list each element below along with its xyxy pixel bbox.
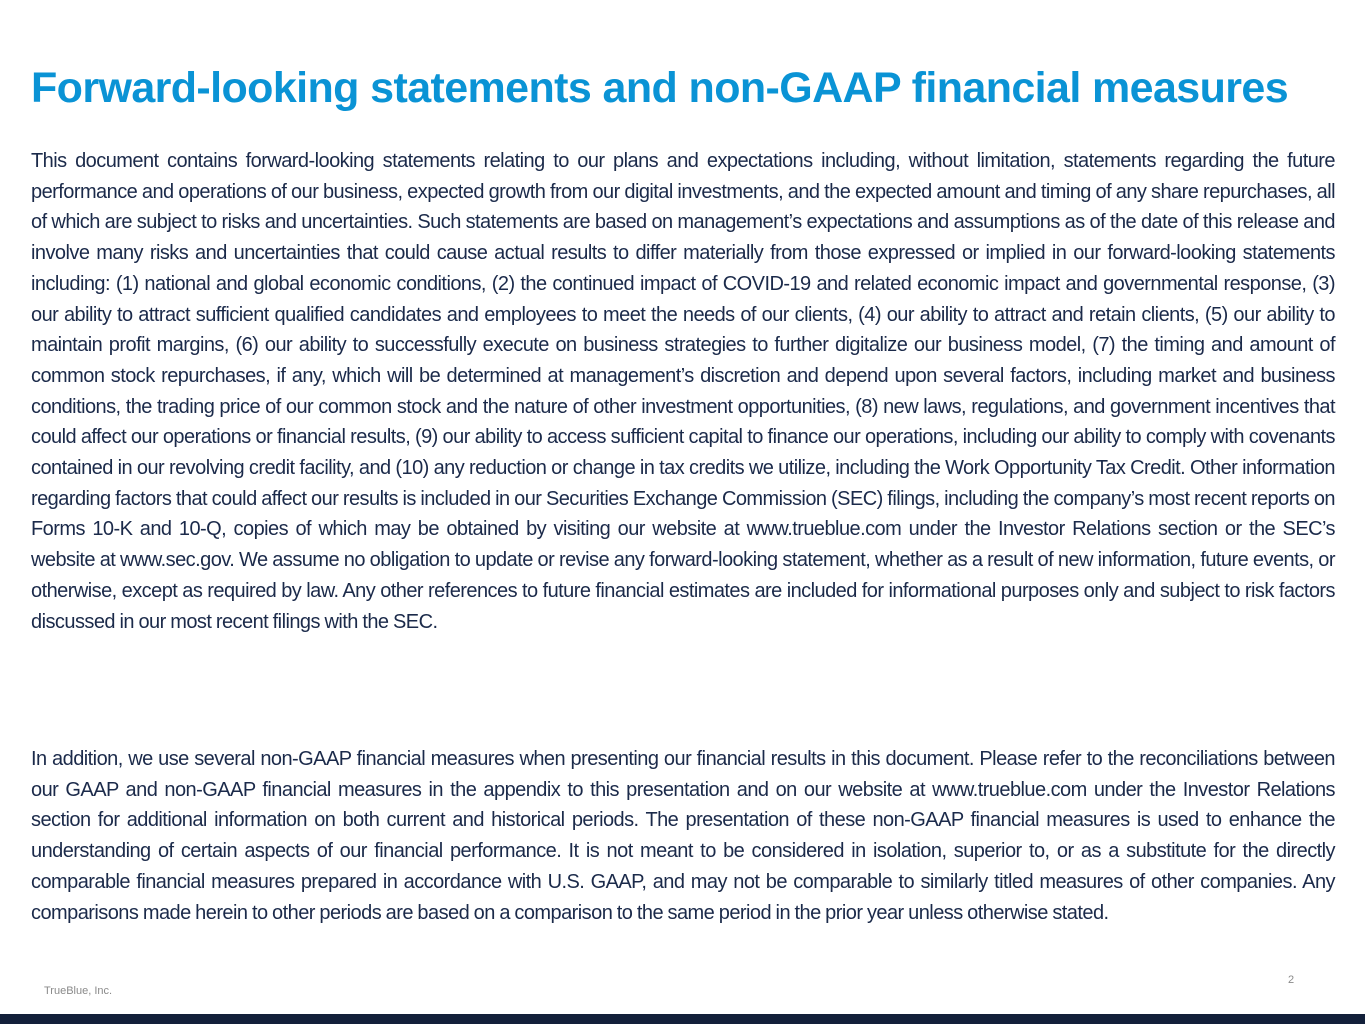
- footer-bar: [0, 1014, 1365, 1024]
- non-gaap-measures-paragraph: In addition, we use several non-GAAP financial measures when presenting our financial results in this document. Please refer to the reconciliations between our GAAP and non-GAAP financial measures in the appendix to this presentation and on our website at www.trueblue.com under the Investor Relations section for additional information on both current and historical periods. The presentation of these non-GAAP financial measures is used to enhance the understanding of certain aspects of our financial performance. It is not meant to be considered in isolation, superior to, or as a substitute for the directly comparable financial measures prepared in accordance with U.S. GAAP, and may not be comparable to similarly titled measures of other companies. Any comparisons made herein to other periods are based on a comparison to the same period in the prior year unless otherwise stated.: [31, 748, 1335, 924]
- page-number: 2: [1288, 974, 1295, 986]
- footer-company-name: TrueBlue, Inc.: [44, 985, 113, 997]
- forward-looking-statements-paragraph: This document contains forward-looking statements relating to our plans and expectations including, without limitation, statements regarding the future performance and operations of our business, expected growth from our digital investments, and the expected amount and timing of any share repurchases, all of which are subject to risks and uncertainties. Such statements are based on management’s expectations and assumptions as of the date of this release and involve many risks and uncertainties that could cause actual results to differ materially from those expressed or implied in our forward-looking statements including: (1) national and global economic conditions, (2) the continued impact of COVID-19 and related economic impact and governmental response, (3) our ability to attract sufficient qualified candidates and employees to meet the needs of our clients, (4) our ability to attract and retain clients, (5) our ability to maintain profit margins, (6) our ability to successfully execute on business strategies to further digitalize our business model, (7) the timing and amount of common stock repurchases, if any, which will be determined at management’s discretion and depend upon several factors, including market and business conditions, the trading price of our common stock and the nature of other investment opportunities, (8) new laws, regulations, and government incentives that could affect our operations or financial results, (9) our ability to access sufficient capital to finance our operations, including our ability to comply with covenants contained in our revolving credit facility, and (10) any reduction or change in tax credits we utilize, including the Work Opportunity Tax Credit. Other information regarding factors that could affect our results is included in our Securities Exchange Commission (SEC) filings, including the company’s most recent reports on Forms 10-K and 10-Q, copies of which may be obtained by visiting our website at www.trueblue.com under the Investor Relations section or the SEC’s website at www.sec.gov. We assume no obligation to update or revise any forward-looking statement, whether as a result of new information, future events, or otherwise, except as required by law. Any other references to future financial estimates are included for informational purposes only and subject to risk factors discussed in our most recent filings with the SEC.: [31, 150, 1335, 633]
- slide-title: Forward-looking statements and non-GAAP financial measures: [31, 64, 1289, 112]
